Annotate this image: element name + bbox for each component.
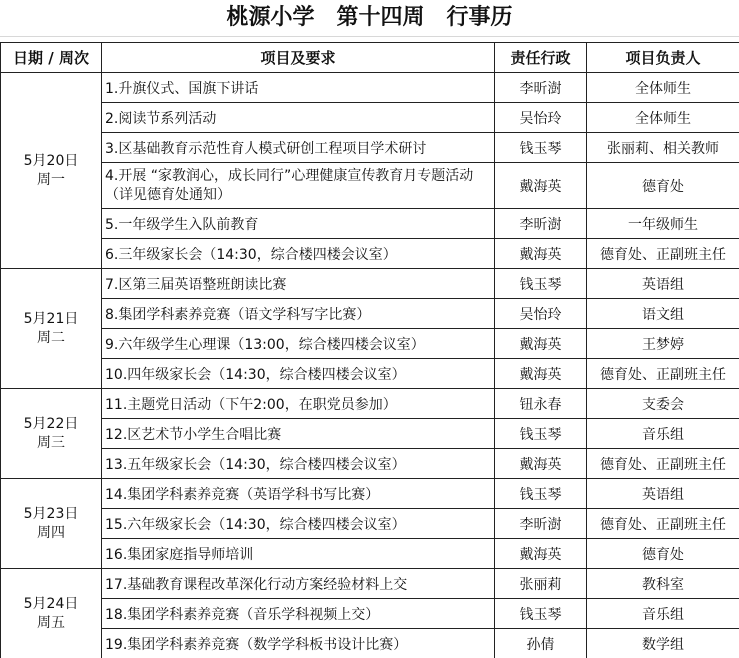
table-row xyxy=(1,449,739,479)
admin-cell: 吴怡玲 xyxy=(495,299,587,329)
item-cell: 13.五年级家长会（14:30，综合楼四楼会议室） xyxy=(102,449,495,479)
admin-cell: 钱玉琴 xyxy=(495,479,587,509)
table-row xyxy=(1,599,739,629)
owner-cell: 德育处 xyxy=(587,539,739,569)
admin-cell: 钱玉琴 xyxy=(495,133,587,163)
date-label: 5月24日 xyxy=(23,595,79,612)
owner-cell: 张丽莉、相关教师 xyxy=(587,133,739,163)
item-cell: 7.区第三届英语整班朗读比赛 xyxy=(102,269,495,299)
owner-cell: 德育处、正副班主任 xyxy=(587,449,739,479)
date-label: 5月22日 xyxy=(23,415,79,432)
table-row xyxy=(1,133,739,163)
table-row xyxy=(1,569,739,599)
owner-cell: 德育处 xyxy=(587,163,739,209)
item-cell: 16.集团家庭指导师培训 xyxy=(102,539,495,569)
admin-cell: 张丽莉 xyxy=(495,569,587,599)
admin-cell: 戴海英 xyxy=(495,449,587,479)
table-row xyxy=(1,389,739,419)
schedule-table xyxy=(0,42,739,658)
admin-cell: 戴海英 xyxy=(495,539,587,569)
admin-cell: 钱玉琴 xyxy=(495,599,587,629)
item-cell: 9.六年级学生心理课（13:00，综合楼四楼会议室） xyxy=(102,329,495,359)
table-row xyxy=(1,299,739,329)
owner-cell: 语文组 xyxy=(587,299,739,329)
owner-cell: 支委会 xyxy=(587,389,739,419)
header-owner: 项目负责人 xyxy=(587,43,739,73)
header-date: 日期 / 周次 xyxy=(1,43,102,73)
weekday-label: 周三 xyxy=(37,434,65,451)
table-row xyxy=(1,419,739,449)
owner-cell: 英语组 xyxy=(587,269,739,299)
item-cell: 18.集团学科素养竞赛（音乐学科视频上交） xyxy=(102,599,495,629)
item-cell: 6.三年级家长会（14:30，综合楼四楼会议室） xyxy=(102,239,495,269)
admin-cell: 吴怡玲 xyxy=(495,103,587,133)
date-label: 5月21日 xyxy=(23,310,79,327)
table-row xyxy=(1,359,739,389)
table-row xyxy=(1,329,739,359)
date-cell xyxy=(1,569,102,658)
item-cell: 19.集团学科素养竞赛（数学学科板书设计比赛） xyxy=(102,629,495,658)
header-row xyxy=(1,43,739,73)
date-cell xyxy=(1,269,102,389)
weekday-label: 周四 xyxy=(37,524,65,541)
item-cell: 5.一年级学生入队前教育 xyxy=(102,209,495,239)
item-cell: 3.区基础教育示范性育人模式研创工程项目学术研讨 xyxy=(102,133,495,163)
item-cell: 17.基础教育课程改革深化行动方案经验材料上交 xyxy=(102,569,495,599)
owner-cell: 音乐组 xyxy=(587,419,739,449)
table-row xyxy=(1,509,739,539)
owner-cell: 德育处、正副班主任 xyxy=(587,509,739,539)
table-row xyxy=(1,163,739,209)
owner-cell: 教科室 xyxy=(587,569,739,599)
item-cell: 2.阅读节系列活动 xyxy=(102,103,495,133)
owner-cell: 英语组 xyxy=(587,479,739,509)
admin-cell: 孙倩 xyxy=(495,629,587,658)
table-row xyxy=(1,479,739,509)
page-title: 桃源小学 第十四周 行事历 xyxy=(0,0,739,37)
item-cell: 14.集团学科素养竞赛（英语学科书写比赛） xyxy=(102,479,495,509)
table-row xyxy=(1,239,739,269)
admin-cell: 戴海英 xyxy=(495,163,587,209)
admin-cell: 李昕澍 xyxy=(495,73,587,103)
date-label: 5月23日 xyxy=(23,505,79,522)
item-cell: 15.六年级家长会（14:30，综合楼四楼会议室） xyxy=(102,509,495,539)
admin-cell: 钱玉琴 xyxy=(495,419,587,449)
admin-cell: 戴海英 xyxy=(495,239,587,269)
item-cell: 8.集团学科素养竞赛（语文学科写字比赛） xyxy=(102,299,495,329)
owner-cell: 数学组 xyxy=(587,629,739,658)
item-cell: 12.区艺术节小学生合唱比赛 xyxy=(102,419,495,449)
admin-cell: 钮永春 xyxy=(495,389,587,419)
admin-cell: 李昕澍 xyxy=(495,509,587,539)
weekday-label: 周二 xyxy=(37,329,65,346)
date-cell xyxy=(1,73,102,269)
admin-cell: 钱玉琴 xyxy=(495,269,587,299)
owner-cell: 一年级师生 xyxy=(587,209,739,239)
item-cell: 1.升旗仪式、国旗下讲话 xyxy=(102,73,495,103)
owner-cell: 全体师生 xyxy=(587,73,739,103)
owner-cell: 音乐组 xyxy=(587,599,739,629)
owner-cell: 全体师生 xyxy=(587,103,739,133)
item-cell: 10.四年级家长会（14:30，综合楼四楼会议室） xyxy=(102,359,495,389)
owner-cell: 德育处、正副班主任 xyxy=(587,239,739,269)
weekday-label: 周五 xyxy=(37,614,65,631)
date-cell xyxy=(1,389,102,479)
header-admin: 责任行政 xyxy=(495,43,587,73)
date-cell xyxy=(1,479,102,569)
admin-cell: 戴海英 xyxy=(495,359,587,389)
table-row xyxy=(1,73,739,103)
table-row xyxy=(1,269,739,299)
owner-cell: 德育处、正副班主任 xyxy=(587,359,739,389)
item-cell: 11.主题党日活动（下午2:00，在职党员参加） xyxy=(102,389,495,419)
item-cell: 4.开展 “家教润心，成长同行”心理健康宣传教育月专题活动（详见德育处通知） xyxy=(102,163,495,209)
owner-cell: 王梦婷 xyxy=(587,329,739,359)
weekday-label: 周一 xyxy=(37,171,65,188)
admin-cell: 戴海英 xyxy=(495,329,587,359)
admin-cell: 李昕澍 xyxy=(495,209,587,239)
header-item: 项目及要求 xyxy=(102,43,495,73)
table-row xyxy=(1,629,739,658)
table-row xyxy=(1,209,739,239)
table-row xyxy=(1,539,739,569)
table-row xyxy=(1,103,739,133)
date-label: 5月20日 xyxy=(23,152,79,169)
